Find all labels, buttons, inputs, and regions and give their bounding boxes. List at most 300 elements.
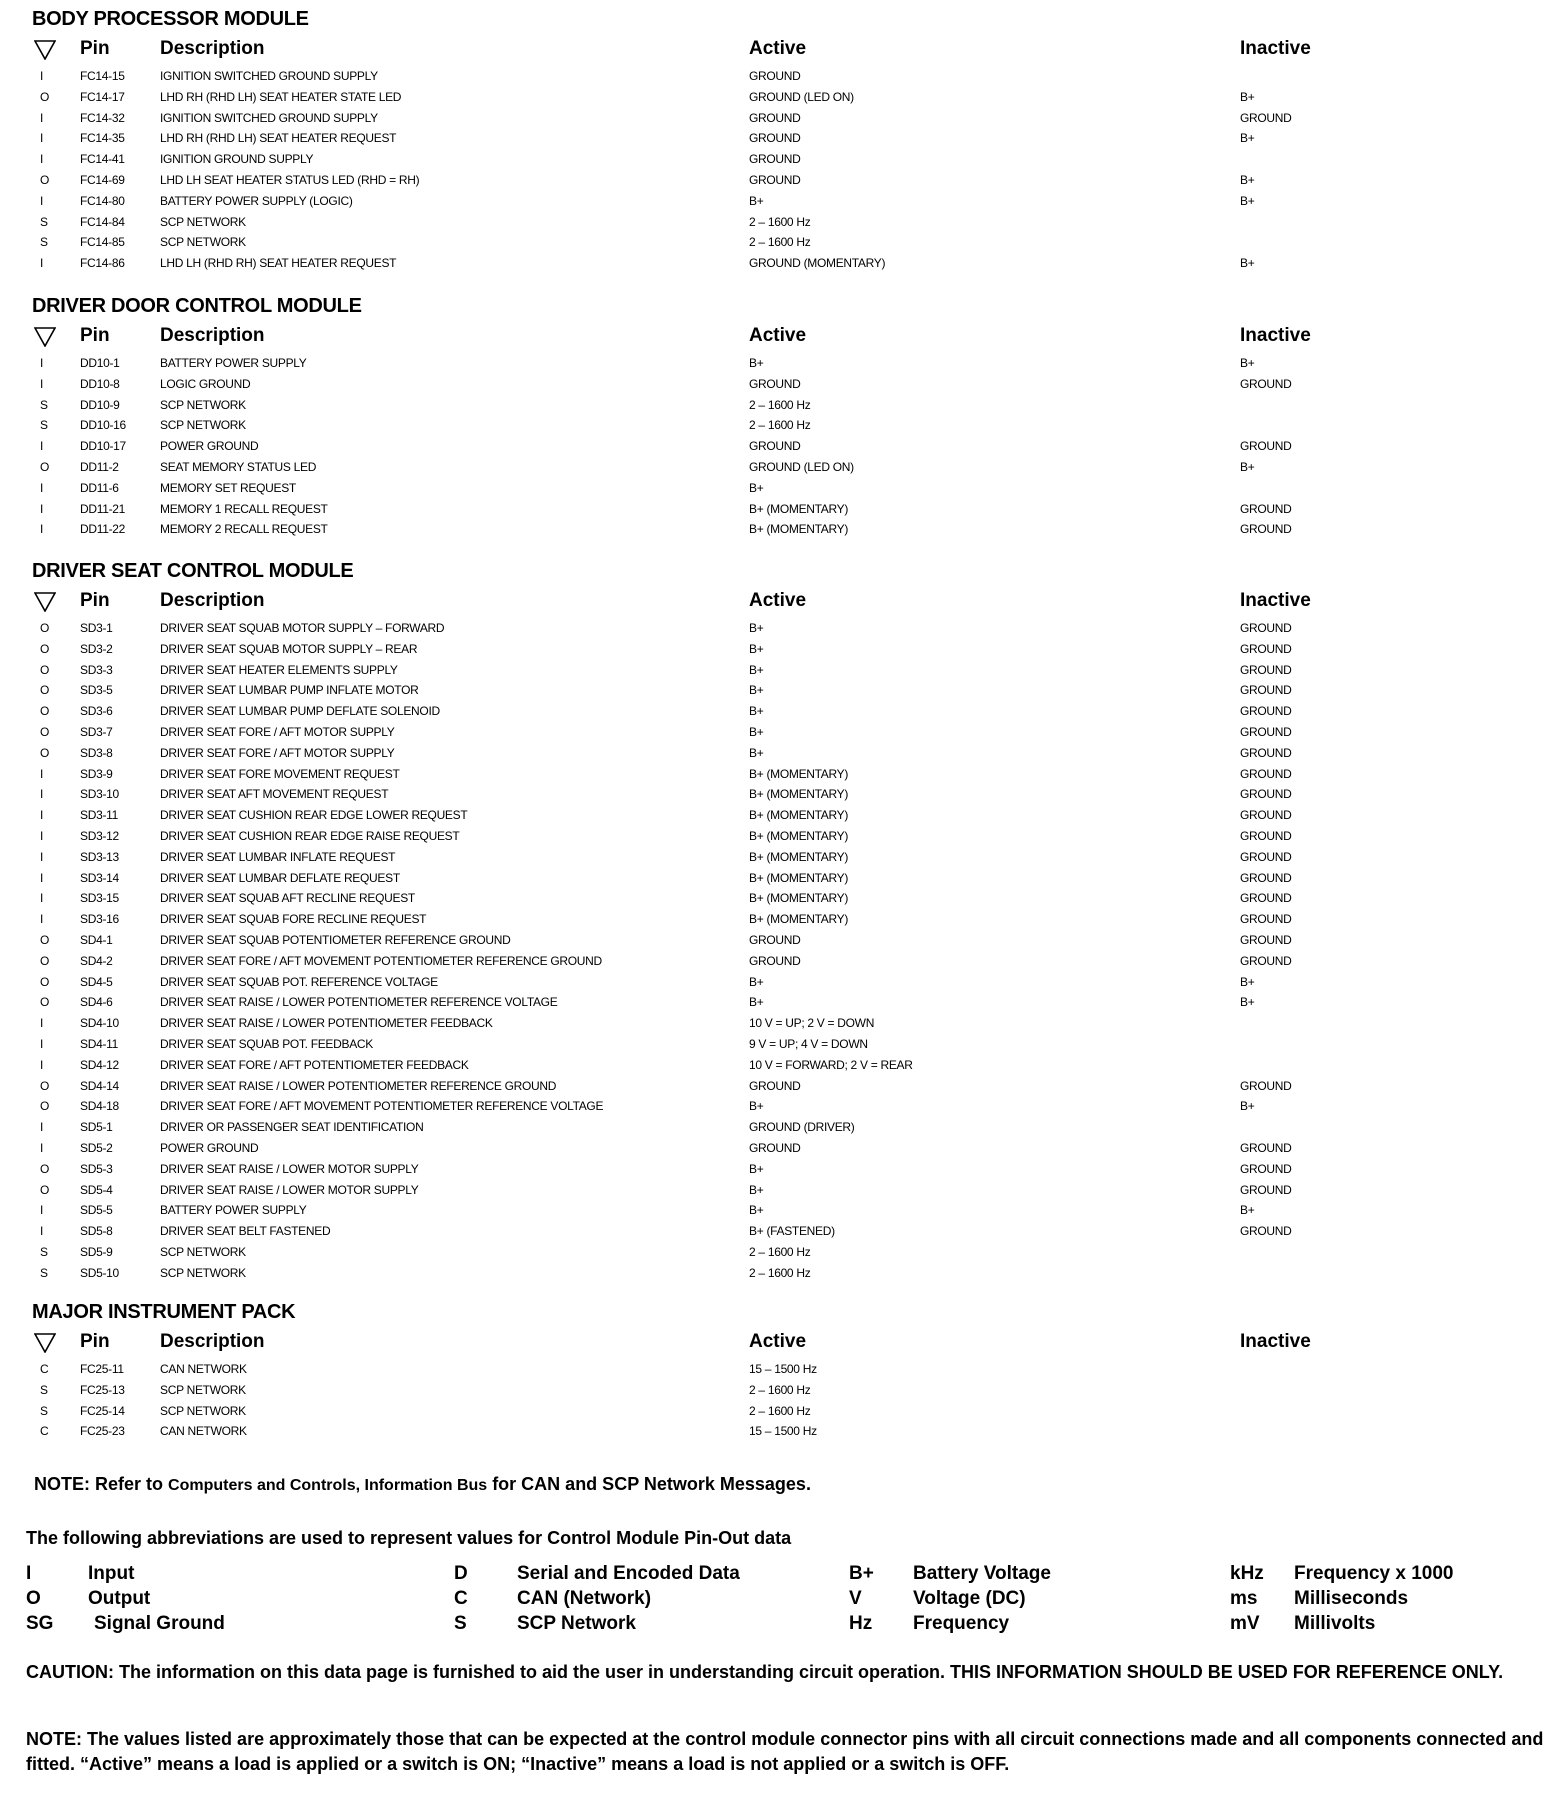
pin-active: B+ (MOMENTARY) [749, 787, 849, 802]
pin-id: SD4-14 [80, 1078, 119, 1093]
pin-description: DRIVER SEAT SQUAB AFT RECLINE REQUEST [160, 891, 415, 906]
note-bus-post: for CAN and SCP Network Messages. [492, 1474, 811, 1494]
header-active: Active [749, 325, 807, 346]
pin-description: DRIVER SEAT FORE / AFT MOVEMENT POTENTIOMETER REFERENCE VOLTAGE [160, 1099, 604, 1114]
pin-inactive: GROUND [1240, 849, 1292, 864]
pin-active: GROUND (LED ON) [749, 460, 854, 474]
pin-id: SD4-18 [80, 1099, 119, 1114]
pin-inactive: B+ [1240, 256, 1255, 271]
pin-active: B+ [749, 1203, 764, 1218]
pin-description: IGNITION SWITCHED GROUND SUPPLY [160, 110, 378, 125]
table-row [0, 660, 1568, 681]
pin-active: GROUND [749, 1141, 801, 1155]
pin-id: FC14-35 [80, 131, 125, 146]
pin-type: O [40, 704, 50, 719]
pin-description: DRIVER SEAT FORE / AFT MOTOR SUPPLY [160, 745, 395, 760]
pin-id: SD5-1 [80, 1120, 113, 1135]
pin-id: SD3-15 [80, 891, 119, 906]
pin-description: DRIVER SEAT SQUAB POT. REFERENCE VOLTAGE [160, 974, 438, 989]
pin-type: I [40, 522, 44, 537]
abbr-meaning: Millivolts [1294, 1613, 1376, 1634]
pin-type: I [40, 1037, 44, 1051]
table-row [0, 1076, 1568, 1097]
pin-description: LHD LH (RHD RH) SEAT HEATER REQUEST [160, 256, 397, 271]
pin-id: SD3-12 [80, 829, 119, 843]
pin-description: BATTERY POWER SUPPLY [160, 1203, 307, 1218]
table-row [0, 232, 1568, 253]
pin-type: I [40, 891, 44, 906]
table-row [0, 701, 1568, 722]
pin-active: B+ [749, 193, 764, 208]
table-row [0, 108, 1568, 129]
pin-type: I [40, 356, 44, 370]
pin-description: DRIVER SEAT HEATER ELEMENTS SUPPLY [160, 662, 398, 677]
pin-type: O [40, 1099, 50, 1114]
pin-active: B+ [749, 995, 764, 1010]
pin-description: CAN NETWORK [160, 1424, 247, 1439]
pin-description: SCP NETWORK [160, 1403, 246, 1418]
header-active: Active [749, 1331, 807, 1352]
abbr-meaning: Input [88, 1563, 135, 1584]
pin-description: MEMORY 2 RECALL REQUEST [160, 522, 328, 537]
pin-id: FC14-84 [80, 214, 125, 229]
pin-id: SD5-4 [80, 1182, 113, 1197]
header-description: Description [160, 1331, 265, 1352]
pin-type: S [40, 397, 48, 412]
pin-id: DD10-1 [80, 356, 120, 370]
triangle-icon [34, 1333, 56, 1353]
pin-inactive: B+ [1240, 1203, 1255, 1218]
pin-id: SD4-11 [80, 1037, 118, 1051]
pin-inactive: GROUND [1240, 725, 1292, 739]
pin-type: I [40, 480, 44, 495]
pin-type: O [40, 460, 50, 474]
pin-type: O [40, 1182, 50, 1197]
pin-active: 2 – 1600 Hz [749, 235, 811, 250]
pin-description: DRIVER SEAT FORE / AFT POTENTIOMETER FEEDBACK [160, 1057, 469, 1072]
pin-inactive: GROUND [1240, 1224, 1292, 1239]
pin-type: I [40, 849, 44, 864]
pin-active: B+ (MOMENTARY) [749, 912, 849, 927]
pin-active: B+ (MOMENTARY) [749, 849, 849, 864]
pin-type: I [40, 870, 44, 885]
pin-id: DD11-6 [80, 480, 119, 495]
pin-active: B+ (MOMENTARY) [749, 829, 849, 843]
pin-id: FC25-23 [80, 1424, 125, 1439]
pin-description: DRIVER SEAT LUMBAR PUMP DEFLATE SOLENOID [160, 704, 440, 719]
pin-type: O [40, 1078, 50, 1093]
pin-id: SD3-6 [80, 704, 113, 719]
pin-inactive: GROUND [1240, 1141, 1292, 1155]
header-description: Description [160, 325, 265, 346]
pin-active: B+ [749, 1161, 764, 1176]
pin-type: S [40, 1245, 48, 1259]
header-inactive: Inactive [1240, 590, 1311, 611]
pin-type: O [40, 933, 50, 947]
pin-description: IGNITION SWITCHED GROUND SUPPLY [160, 69, 378, 83]
abbr-code: D [454, 1563, 468, 1584]
abbr-meaning: Frequency x 1000 [1294, 1563, 1454, 1584]
pin-id: SD3-5 [80, 683, 113, 698]
table-row [0, 253, 1568, 274]
pin-id: DD10-9 [80, 397, 120, 412]
pin-type: I [40, 787, 44, 802]
table-row [0, 395, 1568, 416]
abbreviations-intro: The following abbreviations are used to represent values for Control Module Pin-Out data [26, 1528, 792, 1548]
pin-active: GROUND [749, 439, 801, 454]
table-row [0, 764, 1568, 785]
pin-active: B+ [749, 662, 764, 677]
pin-inactive: GROUND [1240, 1182, 1292, 1197]
table-row [0, 805, 1568, 826]
pin-inactive: B+ [1240, 1099, 1255, 1114]
pin-id: SD5-3 [80, 1161, 113, 1176]
pin-type: S [40, 214, 48, 229]
header-inactive: Inactive [1240, 38, 1311, 59]
table-row [0, 639, 1568, 660]
pin-description: DRIVER SEAT RAISE / LOWER POTENTIOMETER REFERENCE VOLTAGE [160, 995, 558, 1010]
table-row [0, 972, 1568, 993]
pin-inactive: GROUND [1240, 110, 1292, 125]
pin-active: B+ (MOMENTARY) [749, 501, 849, 516]
pin-id: SD4-6 [80, 995, 113, 1010]
pin-description: DRIVER SEAT SQUAB POT. FEEDBACK [160, 1037, 373, 1051]
pin-description: POWER GROUND [160, 1141, 259, 1155]
abbr-meaning: Serial and Encoded Data [517, 1563, 740, 1584]
pin-description: DRIVER SEAT SQUAB MOTOR SUPPLY – FORWARD [160, 621, 445, 635]
pin-description: DRIVER SEAT AFT MOVEMENT REQUEST [160, 787, 389, 802]
pin-type: I [40, 1016, 44, 1031]
note-bus-pre: Refer to [95, 1474, 164, 1494]
pin-active: 2 – 1600 Hz [749, 214, 811, 229]
pin-active: 10 V = UP; 2 V = DOWN [749, 1016, 875, 1031]
pin-description: SCP NETWORK [160, 397, 246, 412]
table-row [0, 1242, 1568, 1263]
table-row [0, 353, 1568, 374]
pin-type: I [40, 1224, 44, 1239]
pin-description: POWER GROUND [160, 439, 259, 454]
pin-id: SD3-8 [80, 745, 113, 760]
pin-id: FC25-11 [80, 1362, 124, 1376]
table-row [0, 951, 1568, 972]
pin-active: GROUND [749, 152, 801, 167]
section-title: DRIVER DOOR CONTROL MODULE [32, 295, 362, 317]
pin-type: O [40, 745, 50, 760]
pin-active: B+ (FASTENED) [749, 1224, 835, 1239]
table-row [0, 1180, 1568, 1201]
pin-type: O [40, 683, 50, 698]
pin-inactive: GROUND [1240, 704, 1292, 719]
table-header [0, 590, 1568, 616]
table-row [0, 149, 1568, 170]
table-row [0, 66, 1568, 87]
note-bus-link: Computers and Controls, Information Bus [168, 1477, 488, 1494]
table-row [0, 826, 1568, 847]
pin-description: DRIVER SEAT FORE MOVEMENT REQUEST [160, 766, 400, 781]
table-row [0, 478, 1568, 499]
pin-description: DRIVER SEAT FORE / AFT MOVEMENT POTENTIOMETER REFERENCE GROUND [160, 953, 602, 968]
pin-inactive: GROUND [1240, 683, 1292, 698]
pin-active: GROUND [749, 376, 801, 391]
pin-id: FC14-15 [80, 69, 125, 83]
pin-active: B+ (MOMENTARY) [749, 766, 849, 781]
pin-description: DRIVER SEAT LUMBAR INFLATE REQUEST [160, 849, 396, 864]
table-row [0, 170, 1568, 191]
table-header [0, 38, 1568, 64]
pin-description: DRIVER SEAT RAISE / LOWER POTENTIOMETER FEEDBACK [160, 1016, 493, 1031]
pin-type: I [40, 152, 44, 167]
pin-type: I [40, 1141, 44, 1155]
pin-id: SD3-1 [80, 621, 113, 635]
abbr-meaning: CAN (Network) [517, 1588, 652, 1609]
pin-id: SD4-10 [80, 1016, 119, 1031]
pin-active: B+ [749, 641, 764, 656]
pin-description: DRIVER SEAT LUMBAR PUMP INFLATE MOTOR [160, 683, 419, 698]
pin-description: LOGIC GROUND [160, 376, 251, 391]
pin-type: S [40, 1403, 48, 1418]
header-inactive: Inactive [1240, 1331, 1311, 1352]
pin-type: I [40, 376, 44, 391]
pin-inactive: GROUND [1240, 376, 1292, 391]
note-bus-label: NOTE: [34, 1474, 90, 1494]
table-row [0, 930, 1568, 951]
header-inactive: Inactive [1240, 325, 1311, 346]
pin-active: GROUND (MOMENTARY) [749, 256, 886, 271]
pin-inactive: B+ [1240, 460, 1255, 474]
final-note: NOTE: The values listed are approximately those that can be expected at the control module connector pins with all circuit connections made and all components connected and fitted. “Active” means a load is applied or a switch is ON; “Inactive” means a load is not applied or a switch is OFF. [26, 1729, 1544, 1774]
pin-id: FC14-69 [80, 173, 125, 187]
pin-type: O [40, 662, 50, 677]
pin-description: DRIVER SEAT SQUAB POTENTIOMETER REFERENCE GROUND [160, 933, 511, 947]
pin-active: B+ [749, 621, 764, 635]
table-row [0, 909, 1568, 930]
pin-id: FC14-41 [80, 152, 125, 167]
pin-type: I [40, 110, 44, 125]
pin-inactive: GROUND [1240, 870, 1292, 885]
pin-type: C [40, 1362, 49, 1376]
abbr-code: I [26, 1563, 32, 1584]
pin-description: SCP NETWORK [160, 235, 246, 250]
table-row [0, 847, 1568, 868]
table-row [0, 743, 1568, 764]
pin-id: SD3-7 [80, 725, 113, 739]
pin-id: SD5-10 [80, 1265, 119, 1280]
pin-inactive: GROUND [1240, 829, 1292, 843]
pin-active: B+ [749, 356, 764, 370]
table-row [0, 992, 1568, 1013]
pin-active: B+ (MOMENTARY) [749, 808, 849, 823]
pin-active: GROUND [749, 131, 801, 146]
pin-type: I [40, 69, 44, 83]
table-row [0, 1359, 1568, 1380]
pin-active: 2 – 1600 Hz [749, 1382, 811, 1397]
pin-description: DRIVER SEAT FORE / AFT MOTOR SUPPLY [160, 725, 395, 739]
pin-id: FC14-17 [80, 89, 125, 104]
pin-inactive: GROUND [1240, 621, 1292, 635]
triangle-icon [34, 592, 56, 612]
pin-type: O [40, 974, 50, 989]
abbr-code: V [849, 1588, 862, 1609]
table-row [0, 1200, 1568, 1221]
table-row [0, 1013, 1568, 1034]
pin-type: I [40, 829, 44, 843]
pin-type: O [40, 995, 50, 1010]
pin-inactive: GROUND [1240, 641, 1292, 656]
triangle-icon [34, 327, 56, 347]
pin-inactive: GROUND [1240, 808, 1292, 823]
pin-inactive: GROUND [1240, 745, 1292, 760]
pin-active: 9 V = UP; 4 V = DOWN [749, 1037, 868, 1051]
pin-type: O [40, 641, 50, 656]
abbr-code: Hz [849, 1613, 873, 1634]
pin-type: I [40, 131, 44, 146]
pin-active: GROUND [749, 1078, 801, 1093]
abbr-meaning: Voltage (DC) [913, 1588, 1026, 1609]
pin-type: I [40, 501, 44, 516]
pin-active: GROUND (DRIVER) [749, 1120, 855, 1135]
pin-description: SEAT MEMORY STATUS LED [160, 460, 317, 474]
pin-id: DD11-21 [80, 501, 126, 516]
table-row [0, 1401, 1568, 1422]
abbr-code: kHz [1230, 1563, 1264, 1584]
pin-type: I [40, 808, 44, 823]
pin-inactive: GROUND [1240, 522, 1292, 537]
pin-active: B+ (MOMENTARY) [749, 891, 849, 906]
pin-active: GROUND (LED ON) [749, 89, 854, 104]
table-row [0, 374, 1568, 395]
pin-type: O [40, 89, 50, 104]
pin-inactive: B+ [1240, 193, 1255, 208]
table-row [0, 212, 1568, 233]
table-header [0, 1331, 1568, 1357]
pin-inactive: GROUND [1240, 439, 1292, 454]
header-active: Active [749, 38, 807, 59]
pin-type: I [40, 912, 44, 927]
pin-description: MEMORY SET REQUEST [160, 480, 296, 495]
pin-type: O [40, 1161, 50, 1176]
pin-id: SD4-5 [80, 974, 113, 989]
pin-active: B+ [749, 1182, 764, 1197]
table-row [0, 722, 1568, 743]
abbr-code: S [454, 1613, 467, 1634]
abbr-code: C [454, 1588, 468, 1609]
pin-id: FC14-32 [80, 110, 125, 125]
pin-type: I [40, 1057, 44, 1072]
pin-description: DRIVER SEAT BELT FASTENED [160, 1224, 331, 1239]
table-row [0, 1380, 1568, 1401]
header-pin: Pin [80, 590, 110, 611]
pin-description: DRIVER SEAT RAISE / LOWER POTENTIOMETER REFERENCE GROUND [160, 1078, 557, 1093]
pin-active: B+ [749, 745, 764, 760]
pin-id: SD3-3 [80, 662, 113, 677]
pin-active: B+ (MOMENTARY) [749, 522, 849, 537]
pin-id: DD10-17 [80, 439, 126, 454]
pin-inactive: B+ [1240, 995, 1255, 1010]
header-pin: Pin [80, 1331, 110, 1352]
pin-inactive: GROUND [1240, 787, 1292, 802]
pin-id: SD3-14 [80, 870, 119, 885]
pin-id: DD10-8 [80, 376, 120, 391]
pin-description: DRIVER SEAT SQUAB MOTOR SUPPLY – REAR [160, 641, 418, 656]
pin-type: C [40, 1424, 49, 1439]
abbr-meaning: Milliseconds [1294, 1588, 1409, 1609]
pin-description: SCP NETWORK [160, 1245, 246, 1259]
pin-description: SCP NETWORK [160, 418, 246, 433]
pin-id: DD11-2 [80, 460, 119, 474]
table-row [0, 1034, 1568, 1055]
header-description: Description [160, 590, 265, 611]
pin-inactive: GROUND [1240, 662, 1292, 677]
pin-inactive: B+ [1240, 131, 1255, 146]
caution-text: CAUTION: The information on this data page is furnished to aid the user in understanding circuit operation. THIS INFORMATION SHOULD BE USED FOR REFERENCE ONLY. [26, 1662, 1504, 1682]
table-row [0, 519, 1568, 540]
table-row [0, 1221, 1568, 1242]
pin-active: GROUND [749, 933, 801, 947]
pin-active: B+ [749, 974, 764, 989]
section-title: MAJOR INSTRUMENT PACK [32, 1301, 296, 1323]
pin-id: FC25-13 [80, 1382, 125, 1397]
pin-id: SD3-13 [80, 849, 119, 864]
table-row [0, 1096, 1568, 1117]
table-row [0, 1159, 1568, 1180]
table-row [0, 87, 1568, 108]
pin-inactive: B+ [1240, 89, 1255, 104]
pin-id: FC14-85 [80, 235, 125, 250]
pin-active: 2 – 1600 Hz [749, 1403, 811, 1418]
pin-inactive: B+ [1240, 173, 1255, 187]
pin-inactive: B+ [1240, 974, 1255, 989]
pin-inactive: GROUND [1240, 953, 1292, 968]
pin-id: SD5-2 [80, 1141, 113, 1155]
pin-type: S [40, 1382, 48, 1397]
table-row [0, 499, 1568, 520]
header-pin: Pin [80, 38, 110, 59]
abbr-code: mV [1230, 1613, 1260, 1634]
section-title: BODY PROCESSOR MODULE [32, 8, 309, 30]
pin-active: 2 – 1600 Hz [749, 1265, 811, 1280]
pin-inactive: GROUND [1240, 933, 1292, 947]
pin-description: LHD LH SEAT HEATER STATUS LED (RHD = RH) [160, 173, 420, 187]
header-pin: Pin [80, 325, 110, 346]
abbr-meaning: Signal Ground [94, 1613, 225, 1634]
pin-id: SD4-12 [80, 1057, 119, 1072]
pin-description: LHD RH (RHD LH) SEAT HEATER STATE LED [160, 89, 402, 104]
pin-id: SD3-16 [80, 912, 119, 927]
section-title: DRIVER SEAT CONTROL MODULE [32, 560, 354, 582]
pin-inactive: GROUND [1240, 1078, 1292, 1093]
pin-type: S [40, 1265, 48, 1280]
pin-inactive: B+ [1240, 356, 1255, 370]
table-row [0, 680, 1568, 701]
table-row [0, 457, 1568, 478]
table-row [0, 784, 1568, 805]
pin-type: O [40, 953, 50, 968]
abbr-code: O [26, 1588, 41, 1609]
pin-active: B+ [749, 683, 764, 698]
pin-type: I [40, 256, 44, 271]
table-row [0, 128, 1568, 149]
pin-description: CAN NETWORK [160, 1362, 247, 1376]
note-bus [34, 1474, 811, 1495]
pin-description: DRIVER SEAT CUSHION REAR EDGE RAISE REQUEST [160, 829, 460, 843]
pin-type: S [40, 418, 48, 433]
pin-inactive: GROUND [1240, 891, 1292, 906]
abbr-meaning: Output [88, 1588, 151, 1609]
pin-active: B+ [749, 480, 764, 495]
header-active: Active [749, 590, 807, 611]
pin-id: SD4-2 [80, 953, 113, 968]
pin-id: DD10-16 [80, 418, 126, 433]
